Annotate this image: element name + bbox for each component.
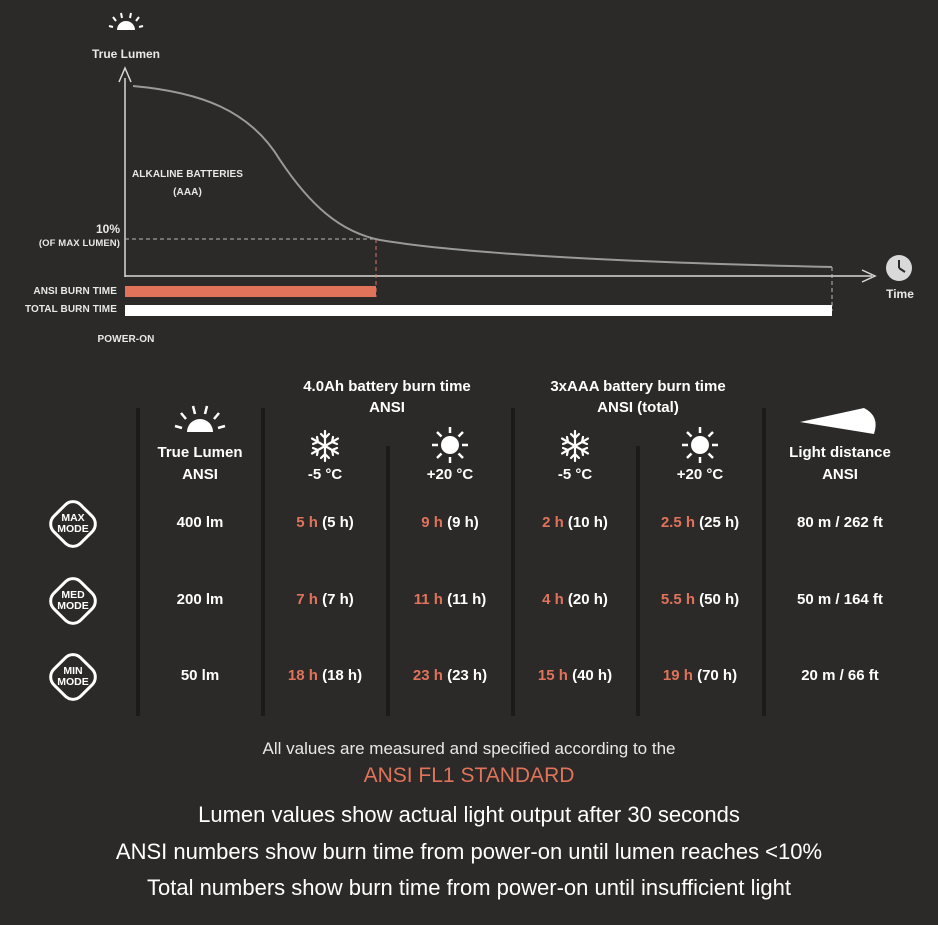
col-header-cold-4ah: -5 °C — [307, 466, 343, 483]
ansi-value: 9 h — [421, 514, 443, 531]
burn-cell — [390, 591, 510, 608]
curve-label — [130, 166, 245, 202]
total-value: (70 h) — [697, 667, 738, 684]
ansi-value: 5 h — [296, 514, 318, 531]
total-value: (25 h) — [699, 514, 740, 531]
mode-badge — [44, 495, 102, 553]
ansi-burn-bar — [125, 286, 376, 297]
total-value: (11 h) — [447, 591, 487, 608]
lumen-cell: 200 lm — [176, 591, 224, 608]
distance-cell: 80 m / 262 ft — [797, 514, 883, 531]
burn-cell — [515, 667, 635, 684]
ansi-value: 11 h — [413, 591, 443, 608]
light-beam-icon — [798, 404, 882, 438]
total-value: (7 h) — [322, 591, 354, 608]
ansi-value: 2 h — [542, 514, 564, 531]
footer-note-total: Total numbers show burn time from power-on until insufficient light — [146, 875, 791, 900]
snowflake-icon — [307, 428, 343, 464]
ansi-value: 4 h — [542, 591, 564, 608]
burn-cell — [265, 667, 385, 684]
col-header-distance-line1: Light distance — [789, 444, 891, 461]
total-value: (50 h) — [699, 591, 740, 608]
burn-cell — [515, 514, 635, 531]
col-header-distance — [770, 442, 910, 486]
mode-badge-text — [44, 572, 102, 630]
y-axis-label: True Lumen — [91, 47, 160, 61]
mode-badge-text — [44, 495, 102, 553]
column-divider — [762, 408, 766, 716]
group-header-aaa-line2: ANSI (total) — [597, 399, 679, 416]
col-header-lumen — [140, 442, 260, 486]
threshold-label — [20, 222, 120, 249]
group-header-aaa-line1: 3xAAA battery burn time — [550, 378, 726, 395]
ansi-value: 7 h — [296, 591, 318, 608]
lumen-cell: 400 lm — [176, 514, 224, 531]
sun-icon — [681, 426, 719, 464]
total-value: (23 h) — [447, 667, 488, 684]
col-header-lumen-line2: ANSI — [182, 466, 218, 483]
mode-line2: MODE — [57, 600, 89, 612]
group-header-4ah — [257, 376, 517, 418]
sun-icon — [109, 13, 143, 30]
power-on-label: POWER-ON — [97, 334, 155, 345]
mode-badge — [44, 648, 102, 706]
ansi-value: 5.5 h — [660, 591, 695, 608]
mode-line2: MODE — [57, 523, 89, 535]
threshold-label-caption: (OF MAX LUMEN) — [38, 238, 120, 249]
col-header-distance-line2: ANSI — [822, 466, 858, 483]
group-header-aaa — [508, 376, 768, 418]
mode-badge — [44, 572, 102, 630]
ansi-value: 19 h — [662, 667, 693, 684]
footer-intro: All values are measured and specified according to the — [262, 739, 676, 758]
threshold-label-percent: 10% — [95, 222, 120, 236]
ansi-standard-label: ANSI FL1 STANDARD — [363, 764, 575, 787]
curve-label-line2: (AAA) — [173, 187, 202, 198]
ansi-burn-label: ANSI BURN TIME — [33, 286, 117, 297]
mode-line2: MODE — [57, 676, 89, 688]
group-header-4ah-line2: ANSI — [369, 399, 405, 416]
burn-cell — [265, 591, 385, 608]
total-value: (18 h) — [322, 667, 363, 684]
mode-badge-text — [44, 648, 102, 706]
col-header-cold-aaa: -5 °C — [557, 466, 593, 483]
ansi-value: 2.5 h — [660, 514, 695, 531]
total-value: (20 h) — [567, 591, 608, 608]
clock-icon — [886, 255, 912, 281]
ansi-value: 23 h — [412, 667, 443, 684]
ansi-value: 15 h — [537, 667, 568, 684]
sun-icon — [431, 426, 469, 464]
burn-cell — [390, 514, 510, 531]
group-header-4ah-line1: 4.0Ah battery burn time — [303, 378, 471, 395]
total-value: (5 h) — [322, 514, 354, 531]
x-axis-label: Time — [886, 287, 914, 301]
total-value: (10 h) — [567, 514, 608, 531]
burn-cell — [265, 514, 385, 531]
total-burn-bar — [125, 305, 832, 316]
burn-cell — [390, 667, 510, 684]
burn-cell — [515, 591, 635, 608]
total-value: (9 h) — [447, 514, 479, 531]
sun-icon — [170, 400, 230, 438]
snowflake-icon — [557, 428, 593, 464]
ansi-value: 18 h — [287, 667, 318, 684]
distance-cell: 50 m / 164 ft — [797, 591, 883, 608]
col-header-warm-4ah: +20 °C — [426, 466, 474, 483]
burn-cell — [640, 591, 760, 608]
mode-line1: MAX — [61, 512, 85, 524]
lumen-cell: 50 lm — [180, 667, 220, 684]
col-header-warm-aaa: +20 °C — [676, 466, 724, 483]
curve-label-line1: ALKALINE BATTERIES — [131, 169, 244, 180]
total-burn-label: TOTAL BURN TIME — [24, 304, 117, 315]
mode-line1: MIN — [63, 665, 83, 677]
footer-note-ansi: ANSI numbers show burn time from power-on until lumen reaches <10% — [115, 839, 823, 864]
burn-cell — [640, 667, 760, 684]
total-value: (40 h) — [572, 667, 613, 684]
col-header-lumen-line1: True Lumen — [157, 444, 243, 461]
distance-cell: 20 m / 66 ft — [801, 667, 879, 684]
footer-note-lumen: Lumen values show actual light output after 30 seconds — [198, 802, 740, 827]
burn-cell — [640, 514, 760, 531]
mode-line1: MED — [61, 589, 85, 601]
